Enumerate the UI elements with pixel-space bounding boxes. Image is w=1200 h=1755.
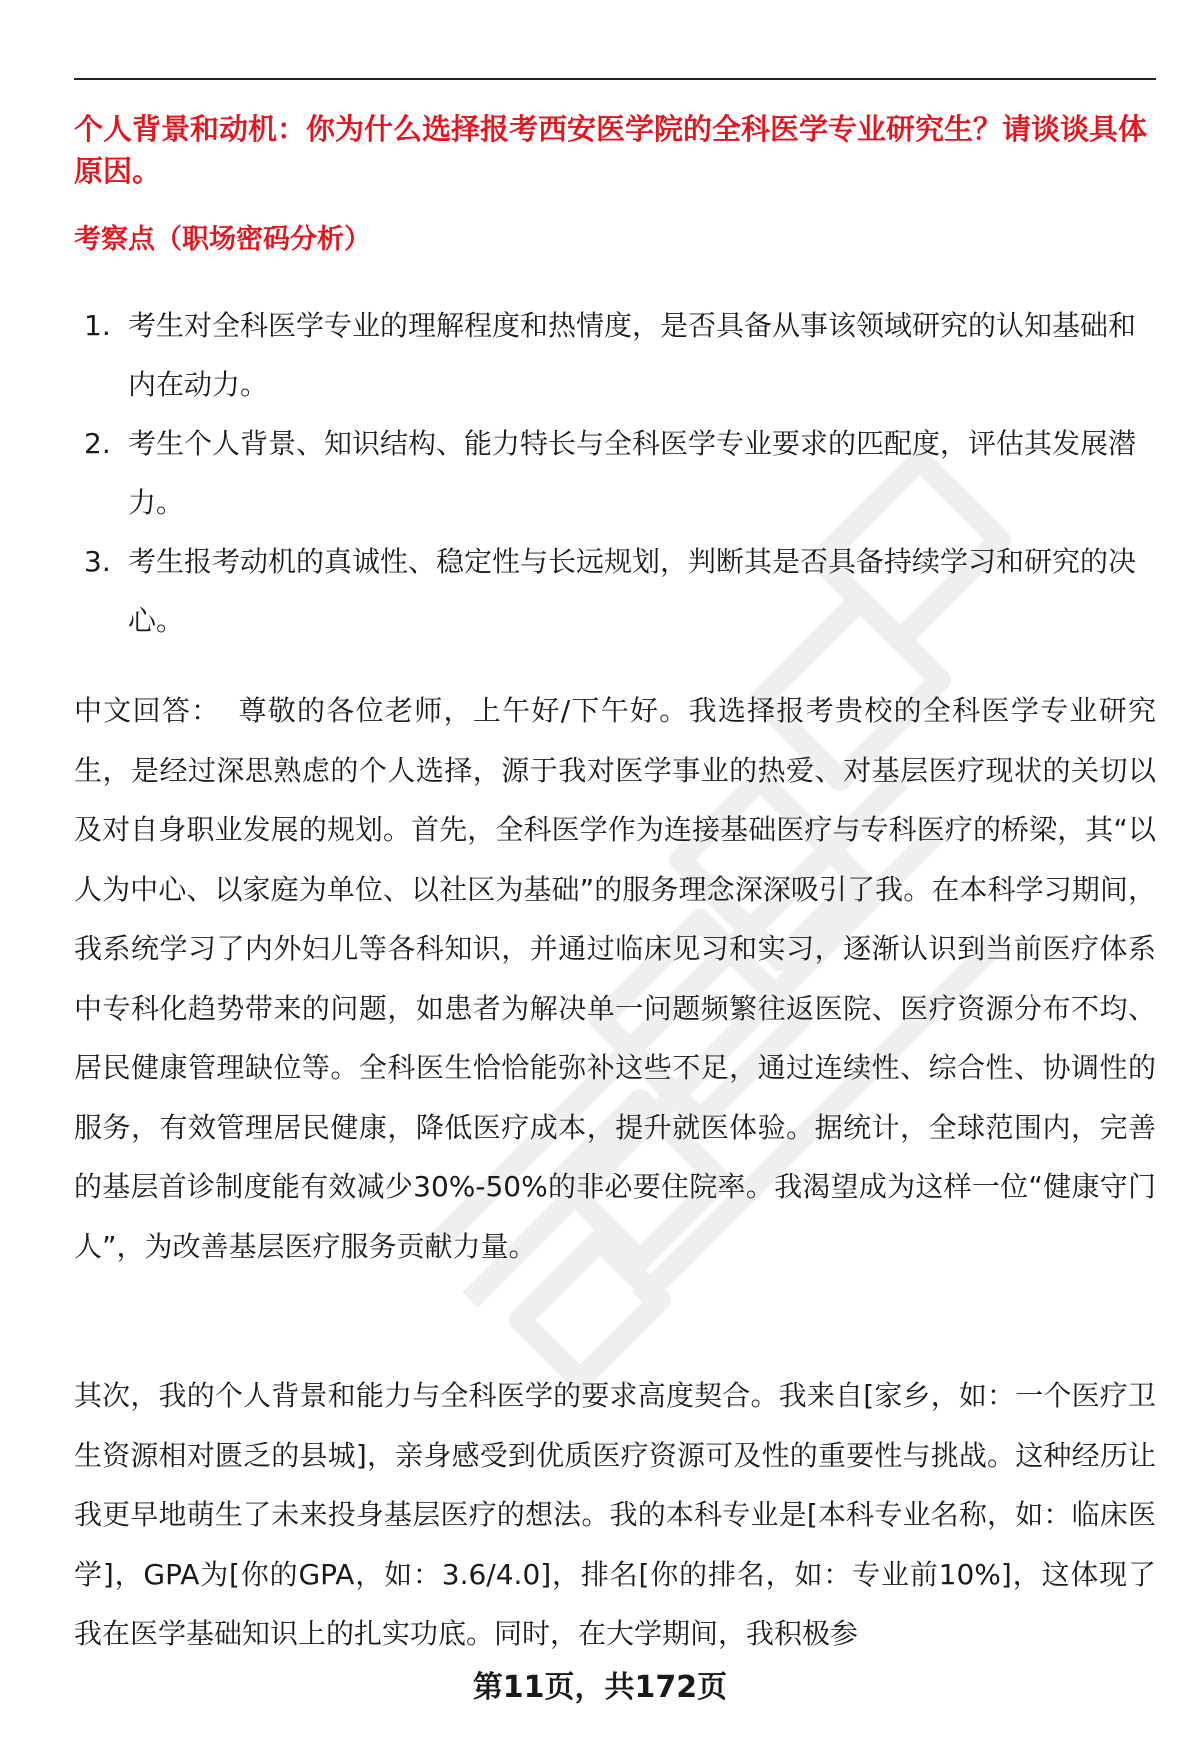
list-item <box>74 532 1156 650</box>
list-item-text: 考生报考动机的真诚性、稳定性与长远规划，判断其是否具备持续学习和研究的决心。 <box>128 545 1137 637</box>
question-heading: 个人背景和动机：你为什么选择报考西安医学院的全科医学专业研究生？请谈谈具体原因。 <box>74 112 1148 188</box>
second-paragraph: 其次，我的个人背景和能力与全科医学的要求高度契合。我来自[家乡，如：一个医疗卫生资源相对匮乏的县城]，亲身感受到优质医疗资源可及性的重要性与挑战。这种经历让我更早地萌生了未来投身基层医疗的想法。我的本科专业是[本科专业名称，如：临床医学]，GPA为[你的GPA，如：3.6/4.0]，排名[你的排名，如：专业前10%]，这体现了我在医学基础知识上的扎实功底。同时，在大学期间，我积极参 <box>74 1379 1156 1650</box>
assessment-points-list <box>74 296 1156 650</box>
list-item-text: 考生个人背景、知识结构、能力特长与全科医学专业要求的匹配度，评估其发展潜力。 <box>128 427 1137 519</box>
section-heading: 考察点（职场密码分析） <box>74 224 371 255</box>
header-rule <box>74 78 1156 80</box>
answer-text: 尊敬的各位老师，上午好/下午好。我选择报考贵校的全科医学专业研究生，是经过深思熟虑的个人选择，源于我对医学事业的热爱、对基层医疗现状的关切以及对自身职业发展的规划。首先，全科医学作为连接基础医疗与专科医疗的桥梁，其“以人为中心、以家庭为单位、以社区为基础”的服务理念深深吸引了我。在本科学习期间，我系统学习了内外妇儿等各科知识，并通过临床见习和实习，逐渐认识到当前医疗体系中专科化趋势带来的问题，如患者为解决单一问题频繁往返医院、医疗资源分布不均、居民健康管理缺位等。全科医生恰恰能弥补这些不足，通过连续性、综合性、协调性的服务，有效管理居民健康，降低医疗成本，提升就医体验。据统计，全球范围内，完善的基层首诊制度能有效减少30%-50%的非必要住院率。我渴望成为这样一位“健康守门人”，为改善基层医疗服务贡献力量。 <box>74 694 1156 1263</box>
answer-label: 中文回答： <box>74 694 221 727</box>
list-item-number: 2. <box>84 427 111 460</box>
list-item-text: 考生对全科医学专业的理解程度和热情度，是否具备从事该领域研究的认知基础和内在动力。 <box>128 309 1137 401</box>
list-item <box>74 296 1156 414</box>
list-item <box>74 414 1156 532</box>
page-number-footer: 第11页，共172页 <box>472 1670 728 1705</box>
list-item-number: 3. <box>84 545 111 578</box>
answer-paragraph <box>74 681 1156 1276</box>
list-item-number: 1. <box>84 309 111 342</box>
